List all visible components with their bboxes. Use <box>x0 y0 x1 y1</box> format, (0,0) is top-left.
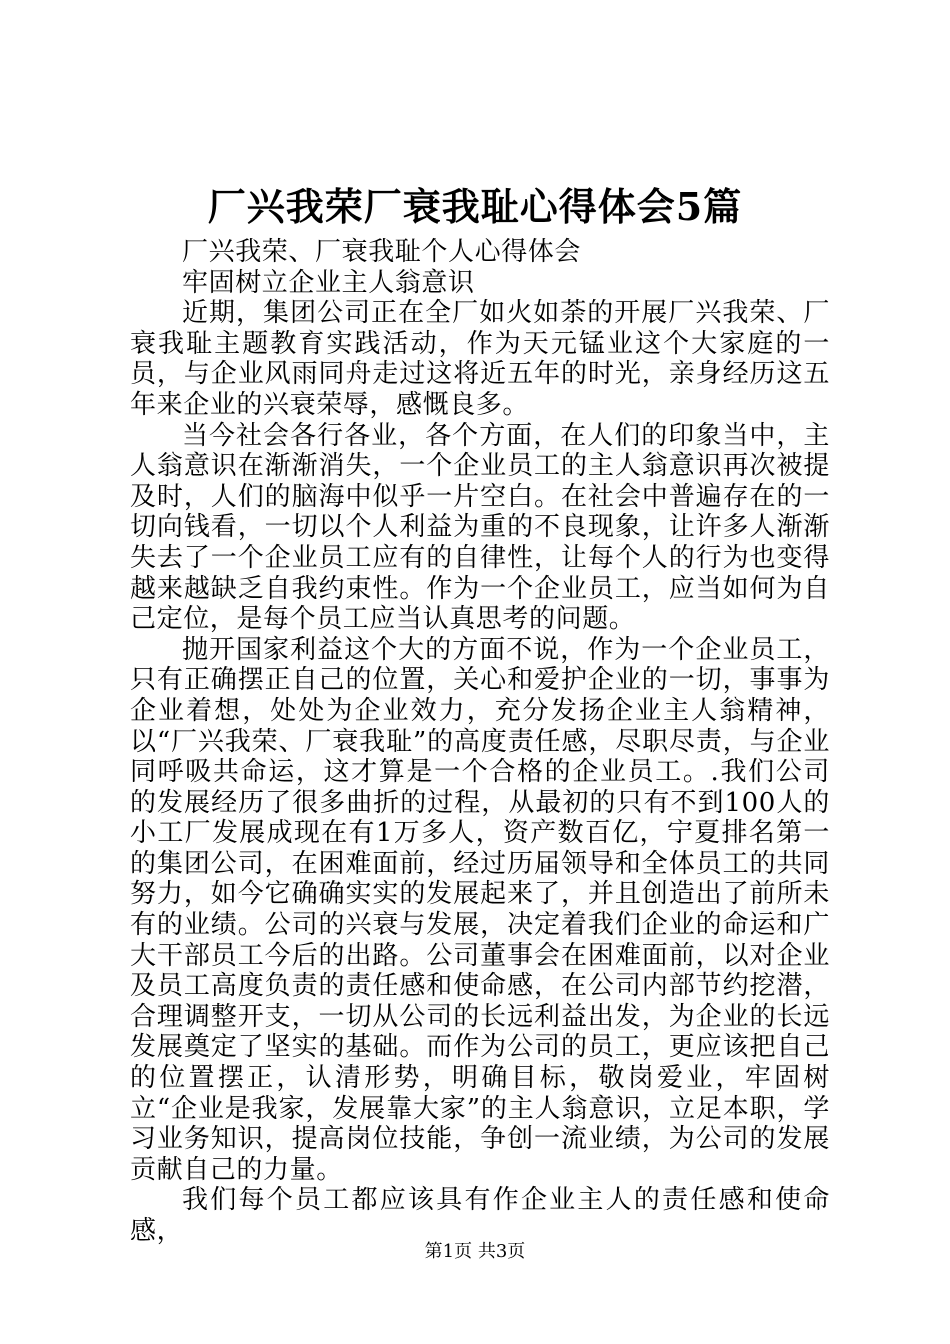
body-paragraph: 抛开国家利益这个大的方面不说，作为一个企业员工，只有正确摆正自己的位置，关心和爱护企业的一切，事事为企业着想，处处为企业效力，充分发扬企业主人翁精神，以“厂兴我荣、厂衰我耻”的高度责任感，尽职尽责，与企业同呼吸共命运，这才算是一个合格的企业员工。.我们公司的发展经历了很多曲折的过程，从最初的只有不到100人的小工厂发展成现在有1万多人，资产数百亿，宁夏排名第一的集团公司，在困难面前，经过历届领导和全体员工的共同努力，如今它确确实实的发展起来了，并且创造出了前所未有的业绩。公司的兴衰与发展，决定着我们企业的命运和广大干部员工今后的出路。公司董事会在困难面前，以对企业及员工高度负责的责任感和使命感，在公司内部节约挖潜，合理调整开支，一切从公司的长远利益出发，为企业的长远发展奠定了坚实的基础。而作为公司的员工，更应该把自己的位置摆正，认清形势，明确目标，敬岗爱业，牢固树立“企业是我家，发展靠大家”的主人翁意识，立足本职，学习业务知识，提高岗位技能，争创一流业绩，为公司的发展贡献自己的力量。 <box>130 634 830 1185</box>
document-body <box>130 237 830 1247</box>
section-heading-paragraph: 牢固树立企业主人翁意识 <box>182 267 475 298</box>
body-paragraph: 近期，集团公司正在全厂如火如荼的开展厂兴我荣、厂衰我耻主题教育实践活动，作为天元锰业这个大家庭的一员，与企业风雨同舟走过这将近五年的时光，亲身经历这五年来企业的兴衰荣辱，感慨良多。 <box>130 298 830 420</box>
document-title: 厂兴我荣厂衰我耻心得体会5篇 <box>207 184 743 229</box>
page-footer: 第1页 共3页 <box>424 1241 526 1262</box>
body-paragraph: 当今社会各行各业，各个方面，在人们的印象当中，主人翁意识在渐渐消失，一个企业员工的主人翁意识再次被提及时，人们的脑海中似乎一片空白。在社会中普遍存在的一切向钱看，一切以个人利益为重的不良现象，让许多人渐渐失去了一个企业员工应有的自律性，让每个人的行为也变得越来越缺乏自我约束性。作为一个企业员工，应当如何为自己定位，是每个员工应当认真思考的问题。 <box>130 420 830 635</box>
body-paragraph: 我们每个员工都应该具有作企业主人的责任感和使命感， <box>130 1185 830 1246</box>
subtitle-paragraph: 厂兴我荣、厂衰我耻个人心得体会 <box>182 237 582 267</box>
